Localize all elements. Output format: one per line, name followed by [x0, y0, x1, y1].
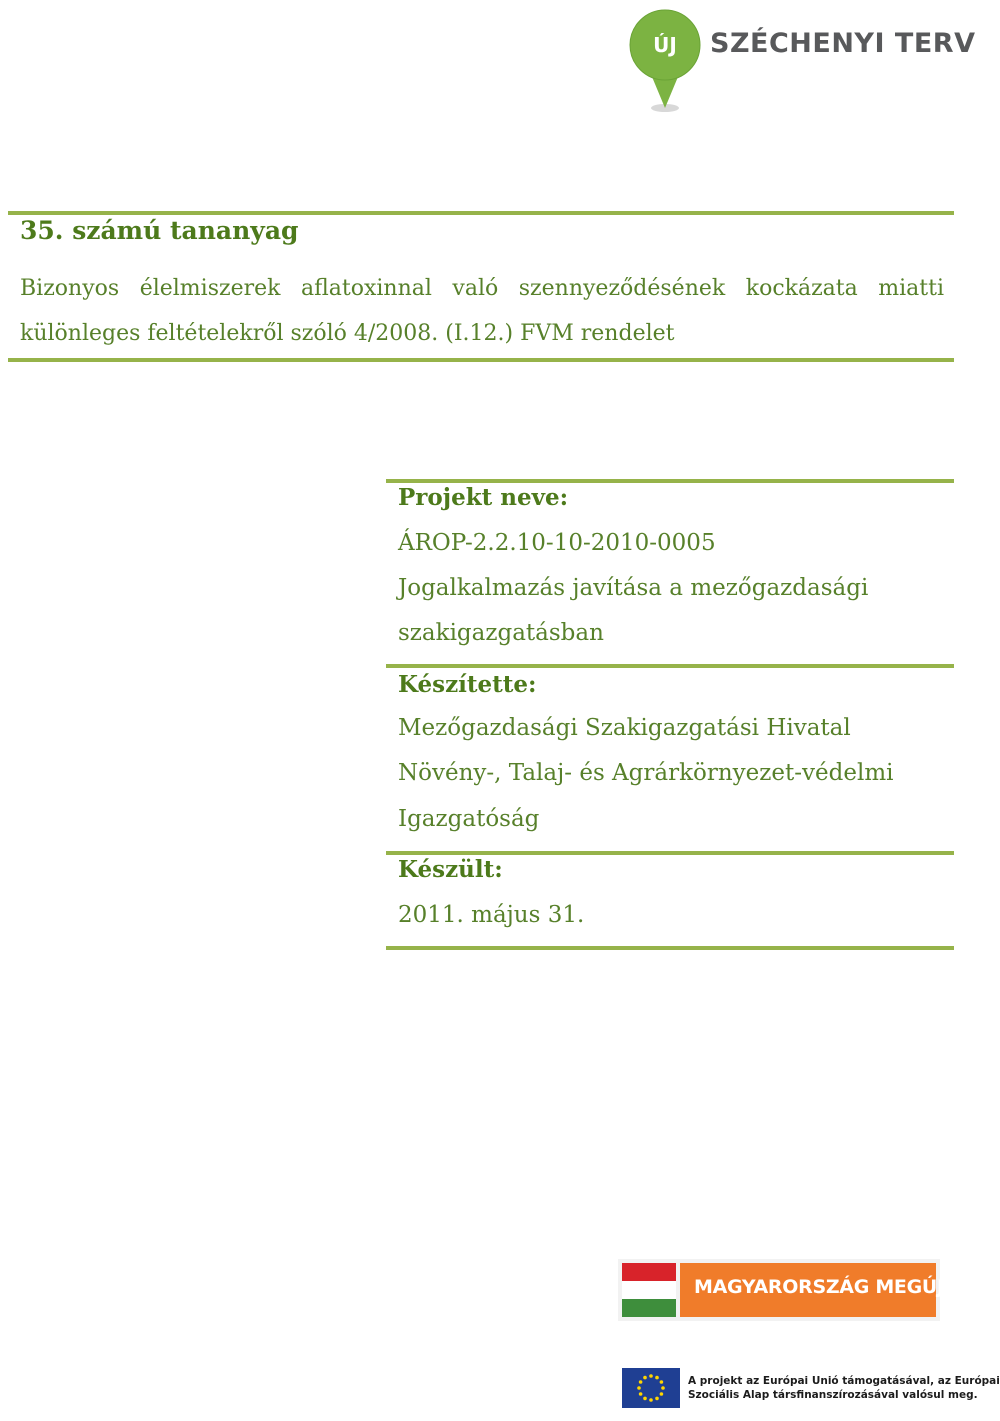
logo-wordmark: SZÉCHENYI TERV — [710, 28, 976, 59]
eu-funding-notice — [688, 1374, 1000, 1402]
subtitle-line-2: különleges feltételekről szóló 4/2008. (I.12.) FVM rendelet — [20, 321, 675, 346]
author-top-rule — [386, 664, 954, 668]
title-top-rule — [8, 211, 954, 215]
szechenyi-terv-logo — [628, 10, 954, 114]
document-subtitle — [20, 266, 944, 356]
eu-notice-line-2: Szociális Alap társfinanszírozásával valósul meg. — [688, 1389, 978, 1401]
map-pin-icon — [628, 10, 954, 114]
document-title: 35. számú tananyag — [20, 216, 299, 245]
magyarorszag-megujul-text: MAGYARORSZÁG MEGÚJUL — [694, 1276, 971, 1298]
subtitle-line-1: Bizonyos élelmiszerek aflatoxinnal való szennyeződésének kockázata miatti — [20, 276, 944, 301]
project-code: ÁROP-2.2.10-10-2010-0005 — [398, 530, 716, 556]
eu-flag-icon — [622, 1368, 680, 1408]
author-line-3: Igazgatóság — [398, 806, 540, 832]
project-label: Projekt neve: — [398, 484, 569, 511]
eu-notice-line-1: A projekt az Európai Unió támogatásával, az Európai — [688, 1375, 1000, 1387]
date-bottom-rule — [386, 946, 954, 950]
date-value: 2011. május 31. — [398, 902, 585, 928]
author-line-1: Mezőgazdasági Szakigazgatási Hivatal — [398, 715, 851, 741]
title-bottom-rule — [8, 358, 954, 362]
author-label: Készítette: — [398, 671, 537, 698]
logo-badge-text: ÚJ — [653, 33, 677, 57]
date-label: Készült: — [398, 856, 503, 883]
project-name-line-2: szakigazgatásban — [398, 620, 604, 646]
project-name-line-1: Jogalkalmazás javítása a mezőgazdasági — [398, 575, 869, 601]
author-line-2: Növény-, Talaj- és Agrárkörnyezet-védelmi — [398, 760, 894, 786]
date-top-rule — [386, 851, 954, 855]
project-top-rule — [386, 479, 954, 483]
